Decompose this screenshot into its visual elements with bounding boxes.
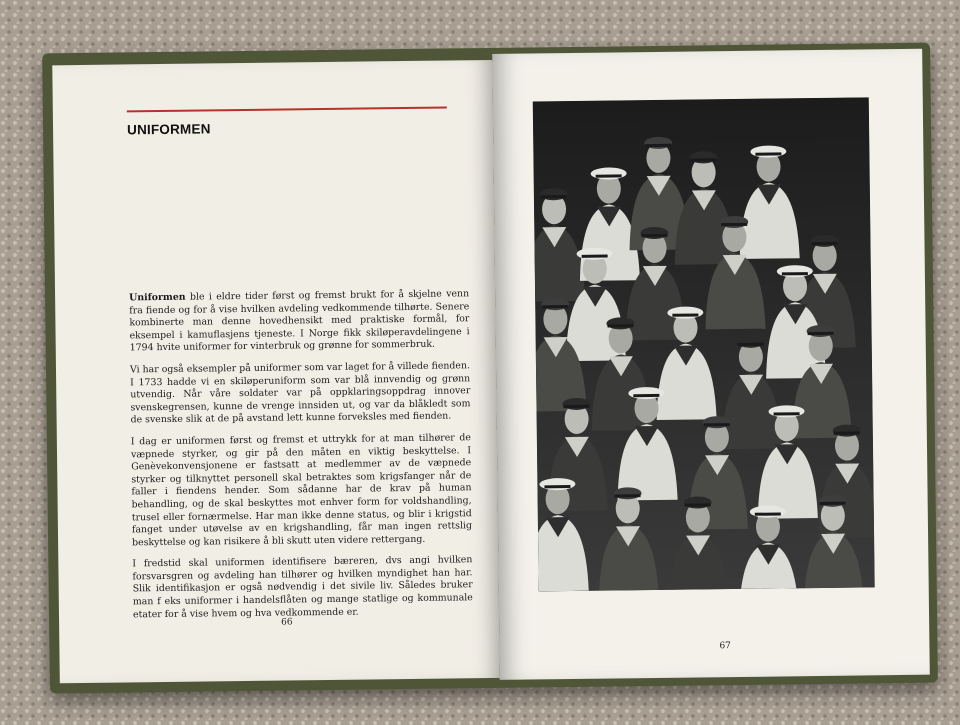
right-page (492, 49, 930, 680)
body-text (129, 288, 473, 630)
chapter-heading: UNIFORMEN (126, 121, 211, 138)
paragraph-4: I fredstid skal uniformen identifisere bæreren, dvs angi hvilken forsvarsgren og avdeling han tilhører og hvilken myndighet han har. Slik identifikasjon er også nødvendig i det sivile liv. Således bruker man f eks uniformer i handelsflåten og mange statlige og kommunale etater for å vise hvem og hva vedkommende er. (132, 554, 473, 621)
paragraph-2: Vi har også eksempler på uniformer som var laget for å villede fienden. I 1733 hadde vi en skiløperuniform som var blå innvendig og grønn utvendig. Når våre soldater var på oppklaringsoppdrag innover svenskegrensen, kunne de vrenge innsiden ut, og var da blåkledt som de svenske slik at de på avstand lett kunne forveksles med fienden. (129, 360, 471, 426)
paragraph-1-text: ble i eldre tider først og fremst brukt for å skjelne venn fra fiende og for å vise hvilken avdeling vedkommende tilhørte. Senere kombinerte man denne hovedhensikt med praktiske formål, for eksempel i kamuflasjens tjeneste. I Norge fikk skiløperavdelingene i 1794 hvite uniformer for vinterbruk og grønne for sommerbruk. (129, 288, 470, 354)
group-photo (533, 97, 875, 591)
heading-rule (127, 107, 447, 113)
paragraph-3: I dag er uniformen først og fremst et uttrykk for at man tilhører de væpnede styrker, og gir på den måten en viktig beskyttelse. I Genèvekonvensjonene er fastsatt at medlemmer av de væpnede styrker og tilknyttet personell skal betraktes som krigsfanger når de faller i fiendens hender. Som sådanne har de krav på human behandling, og de skal beskyttes mot enhver form for voldshandling, trusel eller fornærmelse. Har man ikke denne status, og blir i krigstid fanget under utøvelse av en krigshandling, får man ingen rettslig beskyttelse og kan risikere å bli skutt uten videre rettergang. (130, 432, 472, 549)
photo-illustration (533, 97, 875, 591)
left-page (52, 60, 500, 683)
page-number-left: 66 (281, 617, 293, 628)
open-book (42, 43, 938, 694)
paragraph-1 (129, 288, 470, 355)
page-number-right: 67 (719, 641, 731, 652)
lead-word: Uniformen (129, 291, 186, 304)
